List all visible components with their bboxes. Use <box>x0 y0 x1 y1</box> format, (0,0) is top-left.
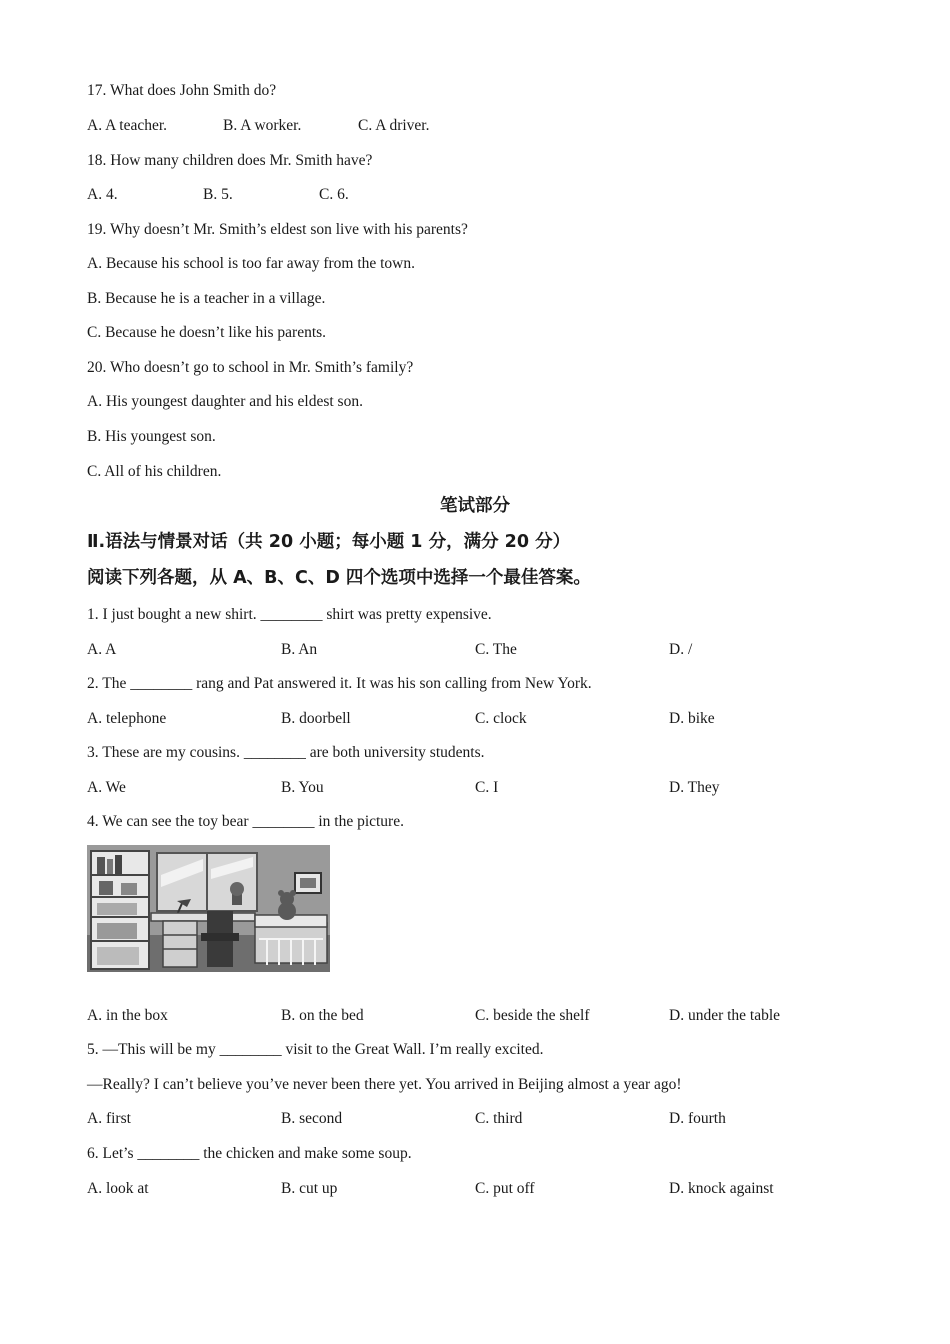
question-20-stem: 20. Who doesn’t go to school in Mr. Smith’s family? <box>87 359 414 376</box>
question-17-options <box>87 116 890 136</box>
option-b: B. A worker. <box>223 117 302 134</box>
question-5-stem: 5. —This will be my ________ visit to the Great Wall. I’m really excited. <box>87 1041 544 1058</box>
question-6-options <box>87 1179 890 1199</box>
instruction: 阅读下列各题，从 A、B、C、D 四个选项中选择一个最佳答案。 <box>87 568 591 588</box>
question-2-options <box>87 709 890 729</box>
option-b: B. An <box>281 641 318 658</box>
option-c: C. put off <box>475 1180 535 1197</box>
question-2-stem: 2. The ________ rang and Pat answered it. It was his son calling from New York. <box>87 675 592 692</box>
question-19-option-a: A. Because his school is too far away from the town. <box>87 255 416 272</box>
option-b: B. doorbell <box>281 710 351 727</box>
option-a: A. telephone <box>87 710 167 727</box>
option-c: C. 6. <box>319 186 349 203</box>
option-a: A. first <box>87 1110 131 1127</box>
question-3-stem: 3. These are my cousins. ________ are both university students. <box>87 744 485 761</box>
part-title: Ⅱ.语法与情景对话（共 20 小题；每小题 1 分，满分 20 分） <box>87 532 571 552</box>
question-19-option-c: C. Because he doesn’t like his parents. <box>87 324 327 341</box>
question-18-options <box>87 185 890 205</box>
option-d: D. / <box>669 641 693 658</box>
option-b: B. 5. <box>203 186 233 203</box>
question-6-stem: 6. Let’s ________ the chicken and make some soup. <box>87 1145 412 1162</box>
option-b: B. second <box>281 1110 343 1127</box>
question-4-options <box>87 1006 890 1026</box>
option-c: C. I <box>475 779 499 796</box>
option-a: A. A teacher. <box>87 117 168 134</box>
option-d: D. under the table <box>669 1007 781 1024</box>
option-b: B. cut up <box>281 1180 338 1197</box>
question-17-stem: 17. What does John Smith do? <box>87 82 277 99</box>
option-d: D. They <box>669 779 720 796</box>
question-1-options <box>87 640 890 660</box>
question-19-stem: 19. Why doesn’t Mr. Smith’s eldest son live with his parents? <box>87 221 468 238</box>
option-a: A. 4. <box>87 186 118 203</box>
question-20-option-b: B. His youngest son. <box>87 428 216 445</box>
question-3-options <box>87 778 890 798</box>
option-d: D. fourth <box>669 1110 726 1127</box>
option-d: D. knock against <box>669 1180 774 1197</box>
option-c: C. beside the shelf <box>475 1007 590 1024</box>
question-1-stem: 1. I just bought a new shirt. ________ shirt was pretty expensive. <box>87 606 492 623</box>
option-c: C. A driver. <box>358 117 430 134</box>
question-20-option-c: C. All of his children. <box>87 463 222 480</box>
question-4-stem: 4. We can see the toy bear ________ in the picture. <box>87 813 404 830</box>
option-c: C. third <box>475 1110 523 1127</box>
option-d: D. bike <box>669 710 715 727</box>
option-a: A. look at <box>87 1180 149 1197</box>
option-b: B. You <box>281 779 324 796</box>
question-5-reply: —Really? I can’t believe you’ve never been there yet. You arrived in Beijing almost a year ago! <box>87 1076 682 1093</box>
option-a: A. We <box>87 779 126 796</box>
option-b: B. on the bed <box>281 1007 364 1024</box>
question-18-stem: 18. How many children does Mr. Smith have? <box>87 152 373 169</box>
bedroom-picture <box>87 845 330 972</box>
question-5-options <box>87 1109 890 1129</box>
section-title: 笔试部分 <box>440 496 510 516</box>
question-19-option-b: B. Because he is a teacher in a village. <box>87 290 326 307</box>
option-a: A. in the box <box>87 1007 168 1024</box>
option-a: A. A <box>87 641 117 658</box>
option-c: C. clock <box>475 710 527 727</box>
question-20-option-a: A. His youngest daughter and his eldest son. <box>87 393 363 410</box>
option-c: C. The <box>475 641 517 658</box>
